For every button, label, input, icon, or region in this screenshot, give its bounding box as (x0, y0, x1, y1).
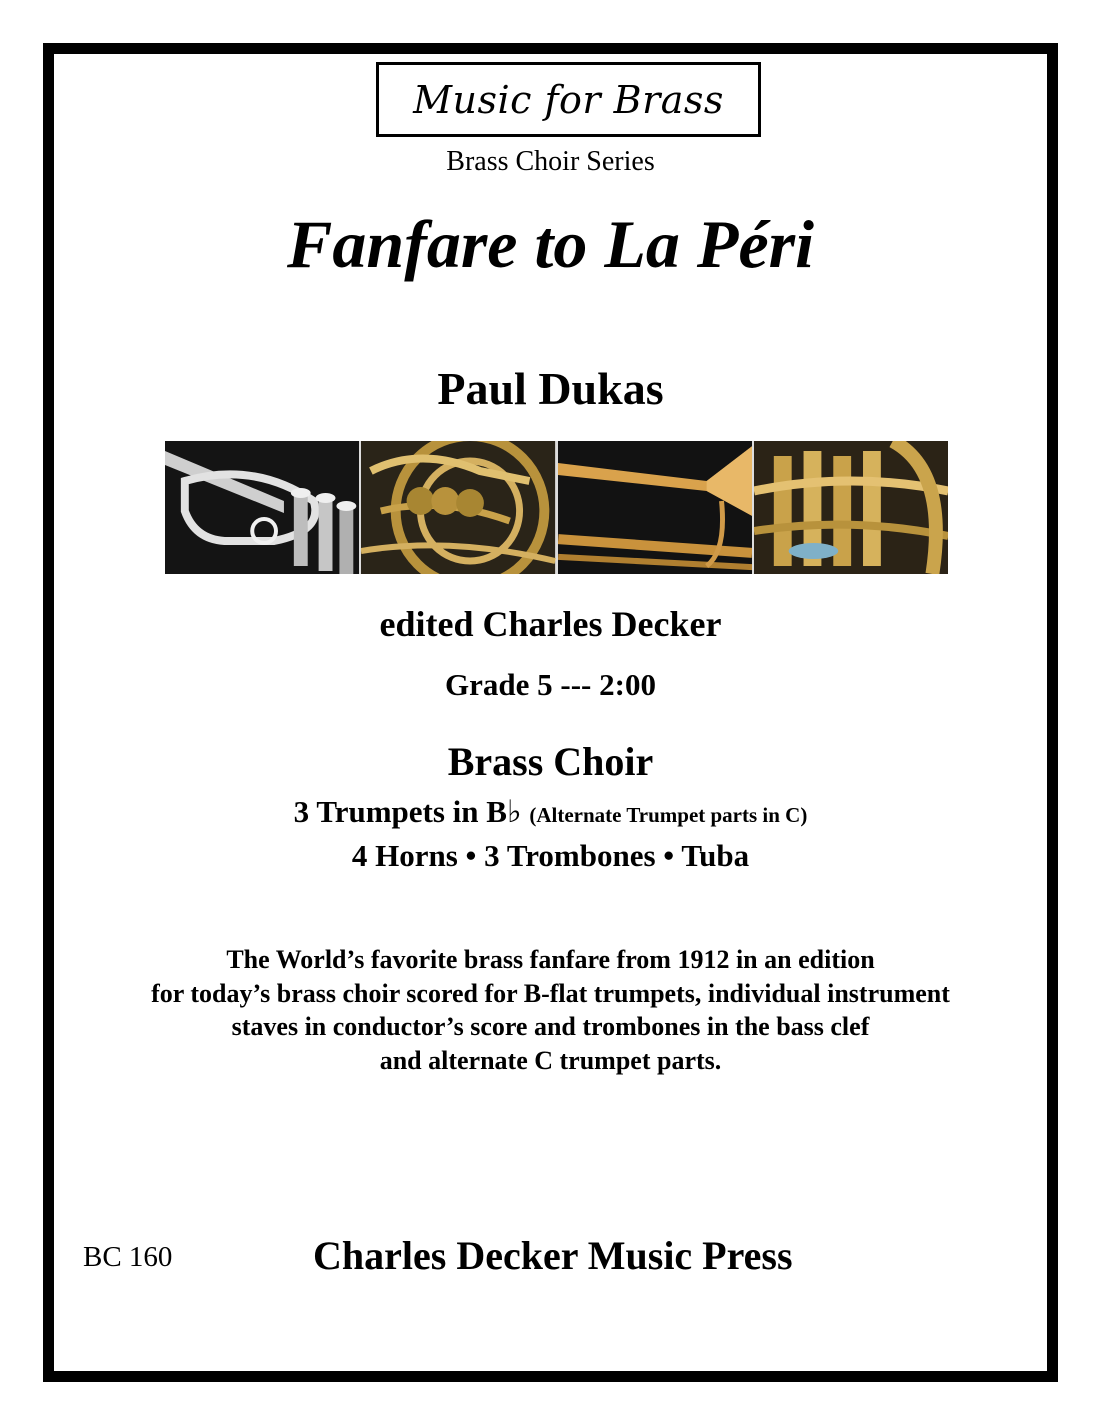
publisher-name: Charles Decker Music Press (313, 1233, 793, 1278)
composer-name: Paul Dukas (437, 363, 664, 414)
grade-duration: Grade 5 --- 2:00 (445, 667, 656, 702)
series-title: Music for Brass (413, 77, 724, 122)
description-line: The World’s favorite brass fanfare from 1912 in an edition (226, 945, 875, 974)
trumpets-alternate-note: (Alternate Trumpet parts in C) (529, 803, 808, 827)
description-line: and alternate C trumpet parts. (379, 1045, 722, 1075)
other-instrumentation: 4 Horns • 3 Trombones • Tuba (351, 838, 750, 873)
description-line: staves in conductor’s score and trombones in the bass clef (231, 1012, 870, 1041)
catalog-number: BC 160 (83, 1241, 173, 1273)
tuba-photo (754, 441, 948, 574)
subseries-label: Brass Choir Series (446, 146, 655, 177)
description (0, 943, 1101, 1077)
editor-credit: edited Charles Decker (379, 604, 722, 644)
trumpets-label: 3 Trumpets in B♭ (293, 794, 522, 829)
series-title-box (376, 62, 761, 137)
piece-title: Fanfare to La Péri (287, 206, 814, 282)
trombone-photo (558, 441, 754, 574)
french-horn-photo (361, 441, 557, 574)
trumpet-photo (165, 441, 361, 574)
instrument-photo-strip (165, 441, 948, 574)
description-line: for today’s brass choir scored for B-flat trumpets, individual instrument (151, 978, 950, 1008)
trumpet-instrumentation (0, 794, 1101, 830)
ensemble-heading: Brass Choir (447, 739, 654, 784)
